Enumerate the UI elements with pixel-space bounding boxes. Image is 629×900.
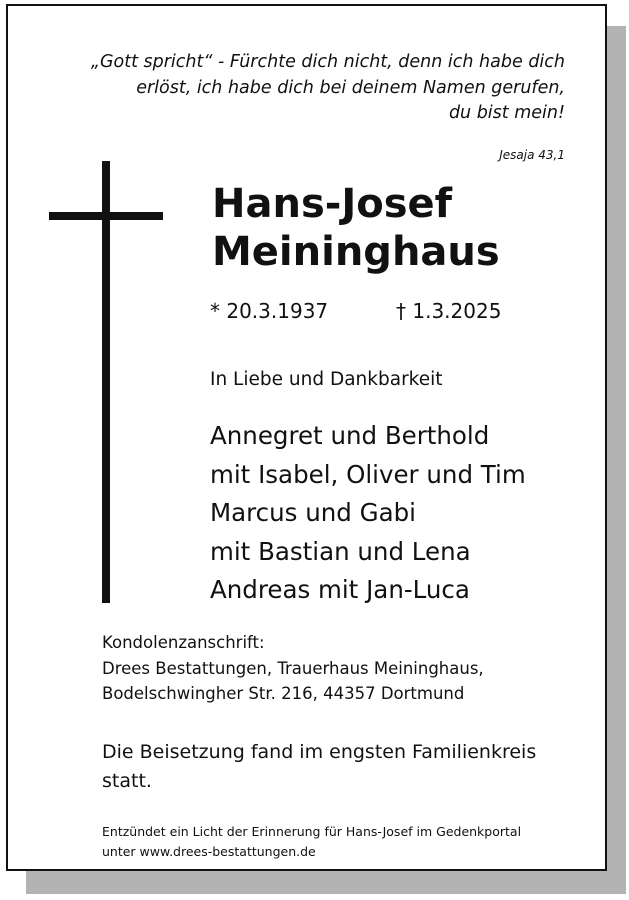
mourners-intro: In Liebe und Dankbarkeit — [210, 369, 443, 390]
deceased-name — [212, 180, 500, 276]
deceased-first-name: Hans-Josef — [212, 181, 453, 227]
quote-source: Jesaja 43,1 — [499, 148, 565, 162]
funeral-note: Die Beisetzung fand im engsten Familienkreis statt. — [102, 741, 537, 792]
footer-line: Entzündet ein Licht der Erinnerung für Hans-Josef im Gedenkportal — [102, 824, 522, 839]
mourner-line: Marcus und Gabi — [210, 498, 416, 527]
mourner-line: Andreas mit Jan-Luca — [210, 575, 470, 604]
mourner-line: mit Bastian und Lena — [210, 536, 471, 566]
memorial-portal-note — [102, 822, 521, 861]
life-dates — [210, 299, 502, 323]
birth-date: * 20.3.1937 — [210, 299, 329, 323]
mourners-list — [210, 417, 526, 610]
cross-vertical-bar — [102, 161, 110, 603]
condolence-address — [102, 630, 484, 707]
quote-line: „Gott spricht“ - Fürchte dich nicht, denn ich habe dich — [90, 52, 565, 72]
cross-horizontal-bar — [49, 212, 163, 220]
mourner-line: Annegret und Berthold — [210, 421, 490, 450]
obituary-card — [6, 4, 607, 871]
condolence-line: Bodelschwingher Str. 216, 44357 Dortmund — [102, 684, 465, 703]
bible-quote — [45, 50, 565, 127]
mourner-line: mit Isabel, Oliver und Tim — [210, 459, 526, 489]
quote-line: erlöst, ich habe dich bei deinem Namen gerufen, — [136, 77, 565, 98]
condolence-heading: Kondolenzanschrift: — [102, 633, 265, 652]
condolence-line: Drees Bestattungen, Trauerhaus Meininghaus, — [102, 658, 484, 678]
footer-line: unter www.drees-bestattungen.de — [102, 843, 316, 859]
quote-line: du bist mein! — [448, 103, 565, 123]
death-date: † 1.3.2025 — [396, 299, 502, 323]
deceased-last-name: Meininghaus — [212, 229, 500, 275]
